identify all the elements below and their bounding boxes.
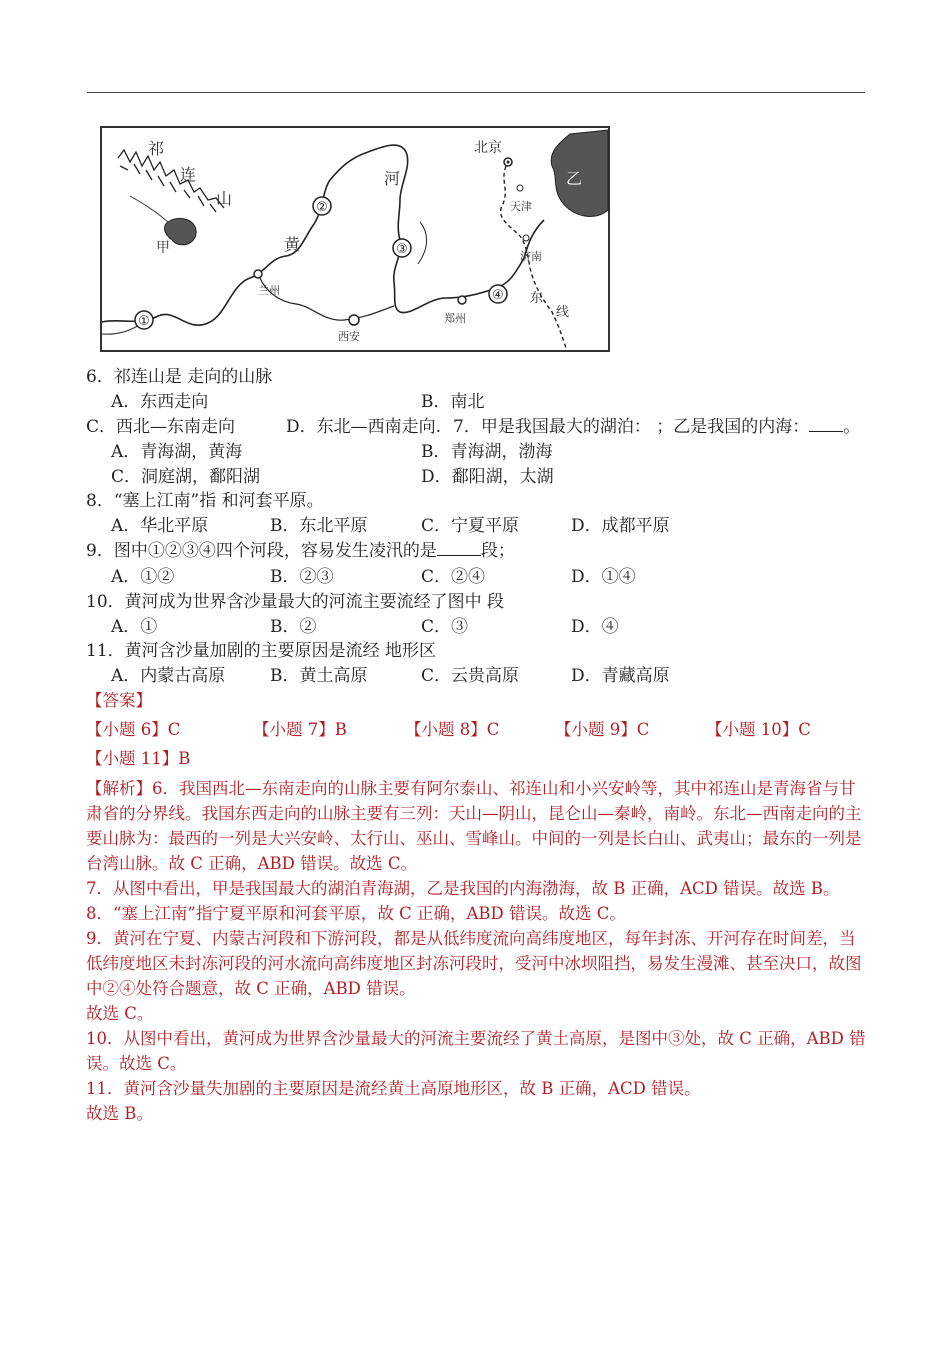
explanation-7: 7．从图中看出，甲是我国最大的湖泊青海湖，乙是我国的内海渤海，故 B 正确，ACD 错误。故选 B。: [86, 879, 840, 898]
map-label-beijing: 北京: [474, 140, 502, 156]
explanation-6: 【解析】6．我国西北—东南走向的山脉主要有阿尔泰山、祁连山和小兴安岭等，其中祁连山是青海省与甘肃省的分界线。我国东西走向的山脉主要有三列：天山—阴山，昆仑山—秦岭，南岭。东北—西南走向的主要山脉为：最西的一列是大兴安岭、太行山、巫山、雪峰山。中间的一列是长白山、武夷山；最东的一列是台湾山脉。故 C 正确，ABD 错误。故选 C。: [86, 779, 862, 873]
q8-option-b[interactable]: B．东北平原: [270, 516, 368, 536]
q7-stem: [453, 416, 860, 438]
explanation-8: 8．“塞上江南”指宁夏平原和河套平原，故 C 正确，ABD 错误。故选 C。: [86, 904, 626, 923]
q9-option-d[interactable]: D．①④: [571, 567, 636, 587]
map-label-jia: 甲: [156, 240, 170, 256]
map-label-he: 河: [384, 169, 401, 188]
q9-option-b[interactable]: B．②③: [270, 567, 334, 587]
answer-11: 【小题 11】B: [86, 749, 191, 768]
q8-option-d[interactable]: D．成都平原: [571, 516, 670, 536]
map-num-3: ③: [396, 242, 408, 257]
tianjin-city: [517, 185, 523, 191]
q9-blank: [437, 540, 481, 556]
q6-option-a[interactable]: A．东西走向: [111, 392, 209, 412]
q7-option-a[interactable]: A．青海湖，黄海: [111, 442, 243, 462]
answer-6: 【小题 6】C: [86, 720, 181, 739]
q9-stem: [86, 540, 515, 562]
answer-9: 【小题 9】C: [555, 720, 650, 739]
answer-7: 【小题 7】B: [253, 720, 347, 739]
explanation-11: 11．黄河含沙量失加剧的主要原因是流经黄土高原地形区，故 B 正确，ACD 错误。: [86, 1079, 701, 1098]
q10-stem: 10．黄河成为世界含沙量最大的河流主要流经了图中 段: [86, 592, 505, 612]
q7-stem-text: 7．甲是我国最大的湖泊： ；乙是我国的内海：: [453, 417, 810, 437]
q11-stem: 11．黄河含沙量加剧的主要原因是流经 地形区: [86, 641, 437, 661]
jinan-city: [523, 235, 529, 241]
explanation-10: 10．从图中看出，黄河成为世界含沙量最大的河流主要流经了黄土高原，是图中③处，故 C 正确，ABD 错误。故选 C。: [86, 1029, 866, 1073]
q6-option-b[interactable]: B．南北: [421, 392, 485, 412]
explanation-11-conclusion: 故选 B。: [86, 1104, 153, 1123]
q9-option-a[interactable]: A．①②: [111, 567, 175, 587]
q11-option-a[interactable]: A．内蒙古高原: [111, 666, 226, 686]
explanation: [86, 776, 871, 1126]
xian-city: [349, 315, 359, 325]
q8-option-c[interactable]: C．宁夏平原: [421, 516, 520, 536]
map-label-yi: 乙: [566, 169, 583, 188]
answer-10: 【小题 10】C: [706, 720, 811, 739]
q9-stem-text: 9．图中①②③④四个河段，容易发生凌汛的是: [86, 541, 437, 561]
map-label-xian: 西安: [338, 330, 360, 343]
q10-option-a[interactable]: A．①: [111, 617, 158, 637]
answers-heading: 【答案】: [86, 691, 152, 710]
map-label-huang: 黄: [284, 235, 301, 254]
yellow-river-map: [100, 126, 610, 352]
q10-option-b[interactable]: B．②: [270, 617, 317, 637]
map-num-2: ②: [316, 200, 328, 215]
map-label-dong: 东: [530, 291, 544, 306]
zhengzhou-city: [458, 296, 466, 304]
q7-stem-end: 。: [843, 417, 861, 437]
q8-stem: 8．“塞上江南”指 和河套平原。: [86, 491, 324, 511]
map-label-zhengzhou: 郑州: [444, 312, 466, 325]
explanation-9-conclusion: 故选 C。: [86, 1004, 154, 1023]
map-num-1: ①: [138, 314, 150, 329]
q9-stem-end: 段；: [480, 541, 515, 561]
q6-stem: 6．祁连山是 走向的山脉: [86, 367, 273, 387]
q11-option-c[interactable]: C．云贵高原: [421, 666, 520, 686]
q7-option-d[interactable]: D．鄱阳湖，太湖: [421, 467, 554, 487]
explanation-9: 9．黄河在宁夏、内蒙古河段和下游河段，都是从低纬度流向高纬度地区，每年封冻、开河存在时间差，当低纬度地区未封冻河段的河水流向高纬度地区封冻河段时，受河中冰坝阻挡，易发生漫滩、甚至决口，故图中②④处符合题意，故 C 正确，ABD 错误。: [86, 929, 862, 998]
q8-option-a[interactable]: A．华北平原: [111, 516, 209, 536]
q11-option-d[interactable]: D．青藏高原: [571, 666, 670, 686]
q9-option-c[interactable]: C．②④: [421, 567, 486, 587]
map-label-xian-line: 线: [556, 305, 570, 320]
map-label-lian: 连: [180, 165, 197, 184]
lanzhou-city: [254, 270, 262, 278]
answer-8: 【小题 8】C: [405, 720, 500, 739]
map-label-jinan: 济南: [520, 250, 542, 263]
q11-option-b[interactable]: B．黄土高原: [270, 666, 368, 686]
q6-option-d[interactable]: D．东北—西南走向.: [286, 417, 442, 437]
q10-option-d[interactable]: D．④: [571, 617, 619, 637]
q7-blank: [809, 416, 843, 432]
q10-option-c[interactable]: C．③: [421, 617, 469, 637]
map-label-shan: 山: [216, 189, 233, 208]
q7-option-c[interactable]: C．洞庭湖，鄱阳湖: [111, 467, 261, 487]
map-label-tianjin: 天津: [510, 200, 532, 213]
map-num-4: ④: [492, 288, 504, 303]
q6-option-c[interactable]: C．西北—东南走向: [86, 417, 236, 437]
map-label-lanzhou: 兰州: [258, 284, 280, 297]
q7-option-b[interactable]: B．青海湖，渤海: [421, 442, 553, 462]
header-rule: [87, 92, 865, 93]
map-label-qi: 祁: [148, 139, 165, 158]
